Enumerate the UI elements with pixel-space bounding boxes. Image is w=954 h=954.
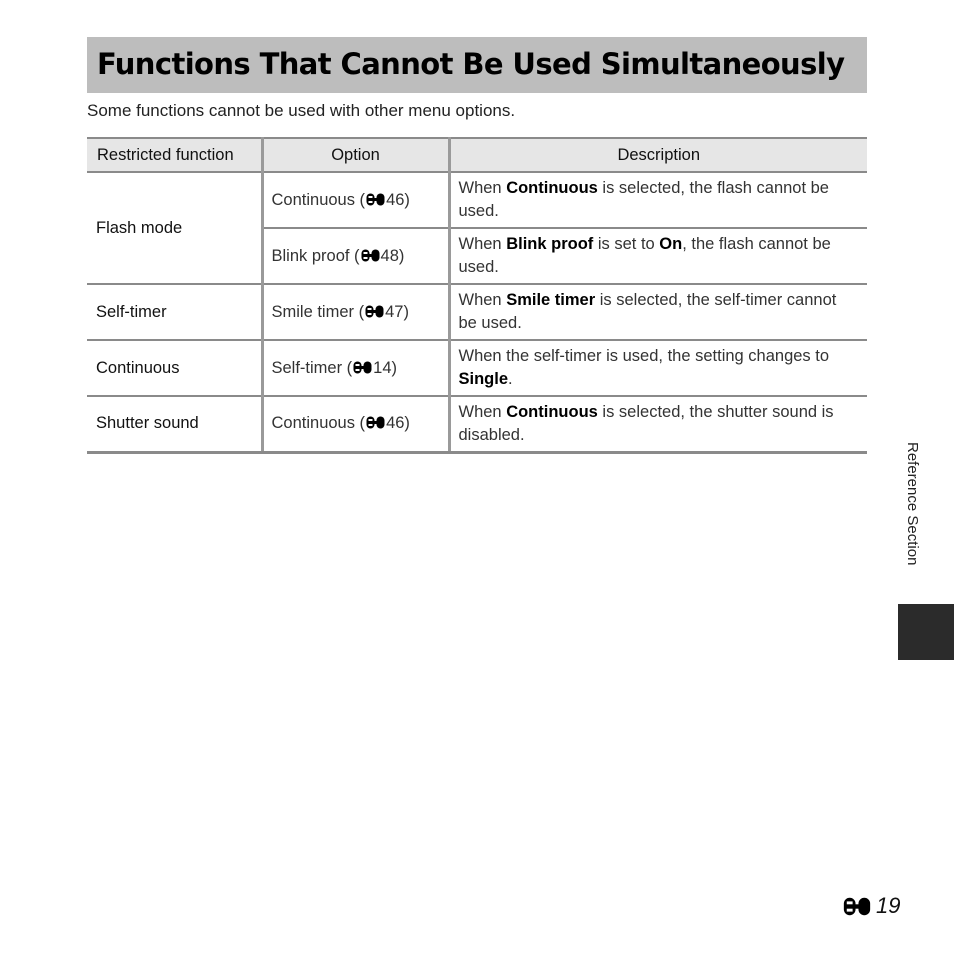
desc-text: is selected, the self-timer cannot be used. <box>458 291 837 332</box>
table-row <box>87 396 867 452</box>
reference-section-icon <box>353 361 372 374</box>
close-paren: ) <box>398 246 405 265</box>
desc-text: is set to <box>593 235 660 253</box>
option-label: Continuous ( <box>271 414 366 433</box>
option-page-ref[interactable]: 47 <box>385 302 404 321</box>
table-body <box>87 172 867 452</box>
option-cell <box>262 396 449 452</box>
table-row <box>87 340 867 396</box>
desc-text: . <box>508 370 513 388</box>
reference-section-icon <box>361 249 380 262</box>
desc-text: When the self-timer is used, the setting changes to <box>458 347 830 365</box>
option-page-ref[interactable]: 48 <box>380 246 399 265</box>
desc-setting-name: Blink proof <box>506 235 594 253</box>
reference-section-icon <box>366 416 385 429</box>
option-page-ref[interactable]: 14 <box>373 358 392 377</box>
page-title: Functions That Cannot Be Used Simultaneously <box>97 47 845 81</box>
description-cell <box>449 340 867 396</box>
restricted-function-cell: Flash mode <box>87 172 262 284</box>
intro-text: Some functions cannot be used with other menu options. <box>87 101 516 120</box>
option-page-ref[interactable]: 46 <box>386 414 405 433</box>
reference-section-icon <box>841 897 873 916</box>
restrictions-table <box>87 137 867 454</box>
desc-text: When <box>458 235 507 253</box>
option-label: Self-timer ( <box>271 358 353 377</box>
desc-setting-name: Continuous <box>506 179 598 197</box>
option-cell <box>262 284 449 340</box>
option-label: Smile timer ( <box>271 302 365 321</box>
option-cell <box>262 172 449 228</box>
desc-setting-name: Smile timer <box>506 291 596 309</box>
desc-text: is selected, the flash cannot be used. <box>458 179 829 220</box>
close-paren: ) <box>404 414 410 433</box>
desc-setting-name: Single <box>458 370 509 388</box>
table-row <box>87 172 867 228</box>
description-cell <box>449 396 867 452</box>
option-cell <box>262 340 449 396</box>
table-header-row <box>87 138 867 172</box>
option-label: Blink proof ( <box>271 246 360 265</box>
desc-setting-value: On <box>659 235 683 253</box>
option-page-ref[interactable]: 46 <box>386 190 405 209</box>
reference-section-icon <box>366 193 385 206</box>
option-label: Continuous ( <box>271 190 366 209</box>
page-number-text: 19 <box>876 893 901 918</box>
desc-text: When <box>458 291 507 309</box>
restricted-function-cell: Shutter sound <box>87 396 262 452</box>
title-bar <box>87 37 867 93</box>
header-option: Option <box>262 138 449 172</box>
restricted-function-cell: Continuous <box>87 340 262 396</box>
header-description: Description <box>449 138 867 172</box>
description-cell <box>449 284 867 340</box>
desc-text: , the flash cannot be used. <box>458 235 831 276</box>
reference-section-icon <box>365 305 384 318</box>
description-cell <box>449 228 867 284</box>
restricted-function-cell: Self-timer <box>87 284 262 340</box>
option-cell <box>262 228 449 284</box>
section-tab-label: Reference Section <box>904 442 921 566</box>
header-restricted-function: Restricted function <box>87 138 262 172</box>
page-number <box>840 893 900 919</box>
table-row <box>87 284 867 340</box>
description-cell <box>449 172 867 228</box>
close-paren: ) <box>404 190 410 209</box>
desc-text: When <box>458 179 507 197</box>
desc-setting-name: Continuous <box>506 402 598 421</box>
desc-text: When <box>458 402 507 421</box>
section-tab[interactable] <box>898 604 954 660</box>
close-paren: ) <box>403 302 409 321</box>
desc-text: is selected, the shutter sound is disabled. <box>458 402 834 444</box>
close-paren: ) <box>391 358 398 377</box>
